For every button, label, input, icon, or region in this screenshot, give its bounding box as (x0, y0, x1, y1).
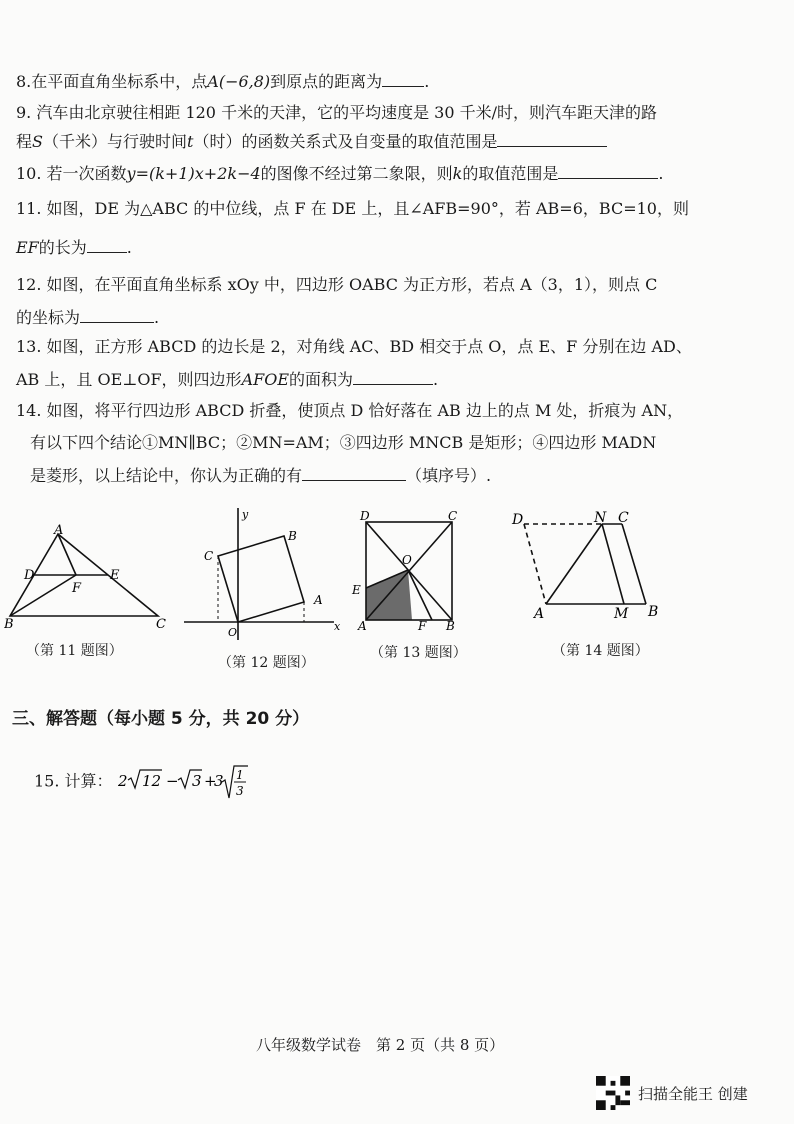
svg-text:2: 2 (117, 772, 128, 790)
segment-af (58, 534, 76, 575)
label-d: D (360, 509, 370, 523)
label-f: F (72, 581, 82, 596)
scanner-badge (596, 1076, 748, 1110)
q15-expression (118, 764, 258, 800)
label-e: E (352, 583, 361, 597)
label-a: A (534, 606, 545, 622)
caption-figure-14: （第 14 题图） (552, 643, 649, 659)
label-o: O (228, 626, 238, 639)
question-14-line2: 有以下四个结论①MN∥BC；②MN=AM；③四边形 MNCB 是矩形；④四边形 MADN (30, 433, 657, 452)
segment-of (408, 570, 432, 620)
svg-text:12: 12 (141, 772, 161, 790)
label-e: E (110, 568, 120, 583)
figure-12 (184, 504, 344, 644)
answer-blank[interactable] (558, 162, 658, 179)
question-13-line2: AB 上，且 OE⊥OF，则四边形AFOE的面积为 . (16, 370, 439, 389)
label-c: C (156, 617, 166, 628)
caption-figure-12: （第 12 题图） (218, 655, 315, 671)
caption-figure-13: （第 13 题图） (370, 645, 467, 661)
figure-14 (508, 504, 668, 622)
qr-code-icon (596, 1076, 630, 1110)
label-c: C (448, 509, 458, 523)
label-a: A (314, 593, 323, 607)
question-13-line1: 13. 如图，正方形 ABCD 的边长是 2，对角线 AC、BD 相交于点 O，点 E、F 分别在边 AD、 (16, 337, 692, 356)
svg-text:1: 1 (235, 768, 244, 782)
question-9-line1: 9. 汽车由北京驶往相距 120 千米的天津，它的平均速度是 30 千米/时，则汽车距天津的路 (16, 103, 657, 122)
scanner-badge-text: 扫描全能王 创建 (638, 1084, 748, 1103)
label-c: C (618, 510, 629, 526)
label-n: N (594, 510, 607, 526)
plus-sign: + (203, 772, 217, 790)
answer-blank[interactable] (80, 306, 154, 323)
question-11-line2: EF的长为 . (16, 238, 132, 257)
question-14-line3: 是菱形，以上结论中，你认为正确的有 （填序号）. (30, 466, 492, 485)
question-14-line1: 14. 如图，将平行四边形 ABCD 折叠，使顶点 D 恰好落在 AB 边上的点 M 处，折痕为 AN， (16, 401, 684, 420)
square-oabc (218, 536, 304, 622)
label-m: M (614, 606, 629, 622)
question-8: 8.在平面直角坐标系中，点A(−6,8)到原点的距离为 . (16, 72, 430, 91)
caption-figure-11: （第 11 题图） (26, 643, 123, 659)
label-f: F (418, 619, 427, 632)
label-b: B (4, 617, 14, 628)
label-x: x (334, 620, 341, 633)
section-3-title: 三、解答题（每小题 5 分，共 20 分） (12, 709, 310, 729)
figure-11 (4, 524, 176, 628)
label-b: B (288, 529, 297, 543)
answer-blank[interactable] (382, 70, 424, 87)
label-b: B (446, 619, 455, 632)
dashed-ad (524, 524, 546, 604)
label-b: B (648, 604, 659, 620)
label-y: y (242, 508, 249, 521)
question-12-line2: 的坐标为 . (16, 308, 160, 327)
label-d: D (24, 568, 35, 583)
segment-cb (622, 524, 646, 604)
svg-text:3: 3 (191, 772, 202, 790)
question-12-line1: 12. 如图，在平面直角坐标系 xOy 中，四边形 OABC 为正方形，若点 A（3，1），则点 C (16, 275, 658, 294)
svg-text:3: 3 (213, 772, 224, 790)
label-o: O (402, 553, 412, 567)
answer-blank[interactable] (302, 464, 406, 481)
label-a: A (358, 619, 367, 632)
fold-an (546, 524, 602, 604)
label-d: D (512, 512, 524, 528)
figure-13 (350, 508, 466, 632)
label-c: C (204, 549, 214, 563)
page-footer: 八年级数学试卷 第 2 页（共 8 页） (256, 1036, 505, 1054)
answer-blank[interactable] (353, 368, 433, 385)
segment-bf (10, 575, 76, 616)
question-11-line1: 11. 如图，DE 为△ABC 的中位线，点 F 在 DE 上，且∠AFB=90°，若 AB=6，BC=10，则 (16, 199, 689, 218)
question-15: 15. 计算： 2 12 − 3 + 3 1 3 (34, 764, 258, 800)
answer-blank[interactable] (87, 236, 127, 253)
segment-nm (602, 524, 624, 604)
svg-text:3: 3 (235, 784, 244, 798)
answer-blank[interactable] (497, 130, 607, 147)
label-a: A (54, 524, 64, 538)
minus-sign: − (165, 772, 179, 790)
question-10: 10. 若一次函数y=(k+1)x+2k−4的图像不经过第二象限，则k的取值范围是 . (16, 164, 664, 183)
question-9-line2: 程S（千米）与行驶时间t（时）的函数关系式及自变量的取值范围是 (16, 130, 607, 153)
